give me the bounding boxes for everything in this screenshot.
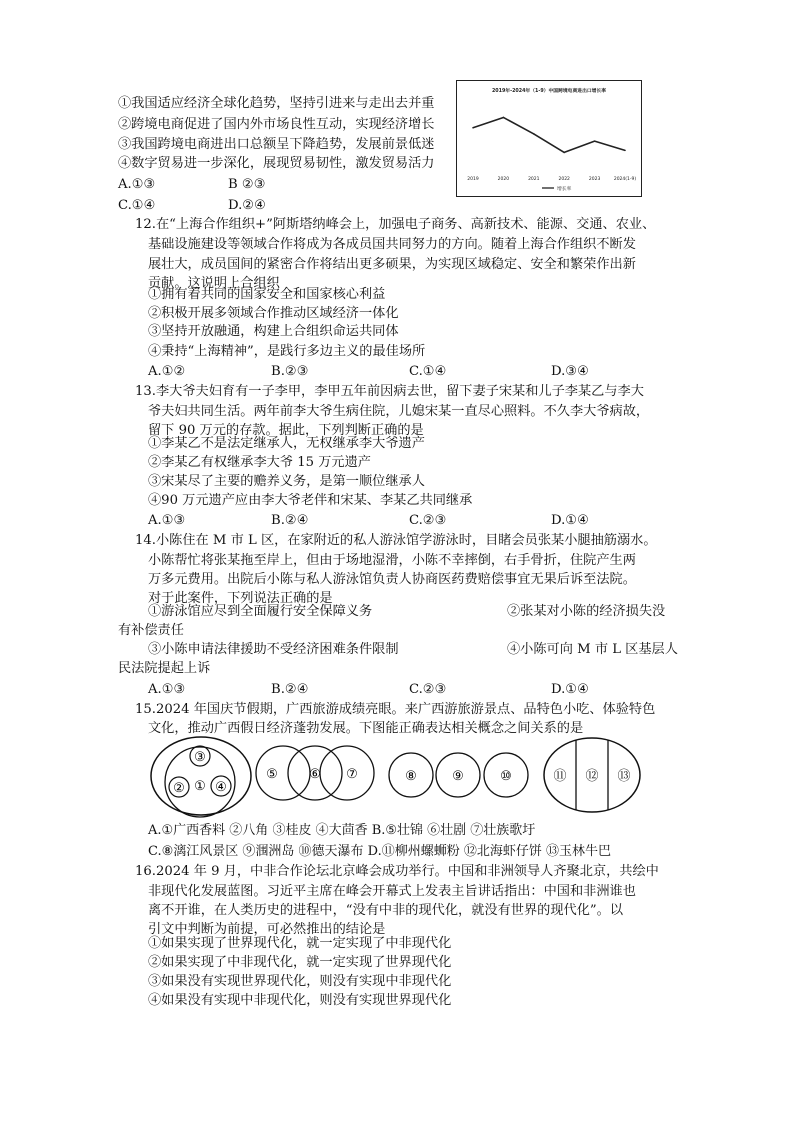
- label-9: ⑨: [452, 769, 464, 784]
- data-point-2021: [533, 133, 535, 135]
- q16-option-1: ①如果实现了世界现代化，就一定实现了中非现代化: [148, 936, 452, 951]
- q14-option-1: ①游泳馆应尽到全面履行安全保障义务: [148, 604, 373, 619]
- label-5: ⑤: [266, 767, 278, 782]
- q16-option-4: ④如果没有实现中非现代化，则没有实现世界现代化: [148, 993, 452, 1008]
- q12-stem-line-2: 基础设施建设等领域合作将成为各成员国共同努力的方向。随着上海合作组织不断发: [148, 237, 636, 252]
- concept-relation-diagrams-svg: [146, 735, 646, 821]
- q14-choice-a[interactable]: A.①③: [148, 682, 186, 697]
- q14-choice-c[interactable]: C.②③: [409, 682, 447, 697]
- q14-stem-line-4: 对于此案件，下列说法正确的是: [148, 591, 333, 606]
- chart-title: 2019年-2024年（1-9）中国跨境电商进出口增长率: [491, 89, 607, 94]
- diagram-option-a: [151, 737, 251, 817]
- diagram-option-b: [256, 746, 374, 800]
- q14-stem-line-3: 万多元费用。出院后小陈与私人游泳馆负责人协商医药费赔偿事宜无果后诉至法院。: [148, 572, 636, 587]
- q14-choice-b[interactable]: B.②④: [271, 682, 309, 697]
- q11-option-1: ①我国适应经济全球化趋势，坚持引进来与走出去并重: [118, 96, 435, 111]
- label-13: ⑬: [617, 769, 631, 784]
- q14-option-2-cont: 有补偿责任: [118, 623, 184, 638]
- q14-option-4: ④小陈可向 M 市 L 区基层人: [507, 642, 678, 657]
- growth-rate-chart-svg: [457, 81, 641, 196]
- q15-legend-line-2: C.⑧漓江风景区 ⑨涠洲岛 ⑩德天瀑布 D.⑪柳州螺蛳粉 ⑫北海虾仔饼 ⑬玉林牛巴: [148, 844, 612, 859]
- label-8: ⑧: [405, 769, 417, 784]
- q12-option-2: ②积极开展多领域合作推动区域经济一体化: [148, 306, 399, 321]
- label-11: ⑪: [553, 769, 567, 784]
- q16-option-3: ③如果没有实现世界现代化，则没有实现中非现代化: [148, 974, 452, 989]
- x-tick-label: 2024(1-9): [613, 177, 637, 182]
- label-6: ⑥: [309, 767, 321, 782]
- q11-choice-b[interactable]: B ②③: [228, 177, 266, 192]
- q12-stem-line-1: 12.在“上海合作组织+”阿斯塔纳峰会上，加强电子商务、高新技术、能源、交通、农业、: [135, 217, 656, 232]
- q12-choice-b[interactable]: B.②③: [271, 364, 309, 379]
- q14-stem-line-2: 小陈帮忙将张某拖至岸上，但由于场地湿滑，小陈不幸摔倒，右手骨折，住院产生两: [148, 553, 636, 568]
- data-point-2023: [594, 140, 596, 142]
- q11-option-2: ②跨境电商促进了国内外市场良性互动，实现经济增长: [118, 117, 435, 132]
- q16-stem-line-4: 引文中判断为前提，可必然推出的结论是: [148, 922, 386, 937]
- x-tick-label: 2020: [497, 177, 510, 182]
- q13-option-3: ③宋某尽了主要的赡养义务，是第一顺位继承人: [148, 474, 425, 489]
- q12-option-3: ③坚持开放融通，构建上合组织命运共同体: [148, 324, 399, 339]
- data-point-2024(1-9): [624, 150, 626, 152]
- q15-stem-line-1: 15.2024 年国庆节假期，广西旅游成绩亮眼。来广西游旅游景点、品特色小吃、体验特色: [135, 702, 656, 717]
- q16-stem-line-2: 非现代化发展蓝图。习近平主席在峰会开幕式上发表主旨讲话指出：中国和非洲谁也: [148, 884, 636, 899]
- q12-option-1: ①拥有着共同的国家安全和国家核心利益: [148, 287, 386, 302]
- q13-choice-a[interactable]: A.①③: [148, 513, 186, 528]
- q14-choice-d[interactable]: D.①④: [551, 682, 589, 697]
- data-point-2020: [503, 117, 505, 119]
- q11-option-4: ④数字贸易进一步深化，展现贸易韧性，激发贸易活力: [118, 156, 435, 171]
- q13-option-4: ④90 万元遗产应由李大爷老伴和宋某、李某乙共同继承: [148, 493, 473, 508]
- growth-rate-chart: [456, 80, 642, 197]
- q13-stem-line-2: 爷夫妇共同生活。两年前李大爷生病住院，儿媳宋某一直尽心照料。不久李大爷病故，: [148, 404, 650, 419]
- diagram-option-c: [389, 753, 528, 797]
- q13-stem-line-3: 留下 90 万元的存款。据此，下列判断正确的是: [148, 423, 424, 438]
- q11-choice-a[interactable]: A.①③: [118, 177, 156, 192]
- q16-option-2: ②如果实现了中非现代化，就一定实现了世界现代化: [148, 955, 452, 970]
- q14-option-4-cont: 民法院提起上诉: [118, 661, 211, 676]
- q12-option-4: ④秉持“上海精神”，是践行多边主义的最佳场所: [148, 344, 426, 359]
- legend-label: 增长率: [557, 187, 572, 192]
- q12-choice-a[interactable]: A.①②: [148, 364, 186, 379]
- label-4: ④: [215, 780, 227, 795]
- q14-option-2: ②张某对小陈的经济损失没: [507, 604, 666, 619]
- x-tick-label: 2023: [588, 177, 601, 182]
- q11-choice-d[interactable]: D.②④: [228, 198, 266, 213]
- label-12: ⑫: [585, 769, 599, 784]
- label-7: ⑦: [346, 767, 358, 782]
- x-tick-label: 2021: [528, 177, 540, 182]
- q13-option-1: ①李某乙不是法定继承人，无权继承李大爷遗产: [148, 436, 425, 451]
- q13-choice-d[interactable]: D.①④: [551, 513, 589, 528]
- q12-stem-line-3: 展壮大，成员国间的紧密合作将结出更多硕果，为实现区域稳定、安全和繁荣作出新: [148, 257, 636, 272]
- q13-choice-b[interactable]: B.②④: [271, 513, 309, 528]
- q12-stem-line-4: 贡献。这说明上合组织: [148, 276, 280, 291]
- series-line-增长率: [473, 117, 625, 152]
- q11-option-3: ③我国跨境电商进出口总额呈下降趋势，发展前景低迷: [118, 137, 435, 152]
- q16-stem-line-3: 离不开谁，在人类历史的进程中，“没有中非的现代化，就没有世界的现代化”。以: [148, 903, 624, 918]
- q15-legend-line-1: A.①广西香料 ②八角 ③桂皮 ④大茴香 B.⑤壮锦 ⑥壮剧 ⑦壮族歌圩: [148, 823, 536, 838]
- q13-stem-line-1: 13.李大爷夫妇育有一子李甲，李甲五年前因病去世，留下妻子宋某和儿子李某乙与李大: [135, 384, 644, 399]
- label-2: ②: [173, 781, 185, 796]
- q14-option-3: ③小陈申请法律援助不受经济困难条件限制: [148, 642, 399, 657]
- concept-relation-diagrams: [146, 735, 646, 821]
- data-point-2022: [563, 152, 565, 154]
- data-point-2019: [472, 127, 474, 129]
- q13-choice-c[interactable]: C.②③: [409, 513, 447, 528]
- label-1: ①: [194, 779, 206, 794]
- q15-stem-line-2: 文化，推动广西假日经济蓬勃发展。下图能正确表达相关概念之间关系的是: [148, 721, 584, 736]
- diagram-option-d: [544, 738, 640, 812]
- label-3: ③: [194, 750, 206, 765]
- q12-choice-c[interactable]: C.①④: [409, 364, 447, 379]
- q16-stem-line-1: 16.2024 年 9 月，中非合作论坛北京峰会成功举行。中国和非洲领导人齐聚北京，共绘中: [135, 864, 659, 879]
- x-tick-label: 2022: [558, 177, 570, 182]
- q14-stem-line-1: 14.小陈住在 M 市 L 区，在家附近的私人游泳馆学游泳时，目睹会员张某小腿抽筋溺水。: [135, 533, 657, 548]
- q12-choice-d[interactable]: D.③④: [551, 364, 589, 379]
- x-tick-label: 2019: [467, 177, 479, 182]
- q11-choice-c[interactable]: C.①④: [118, 198, 156, 213]
- label-10: ⑩: [500, 769, 512, 784]
- q13-option-2: ②李某乙有权继承李大爷 15 万元遗产: [148, 455, 371, 470]
